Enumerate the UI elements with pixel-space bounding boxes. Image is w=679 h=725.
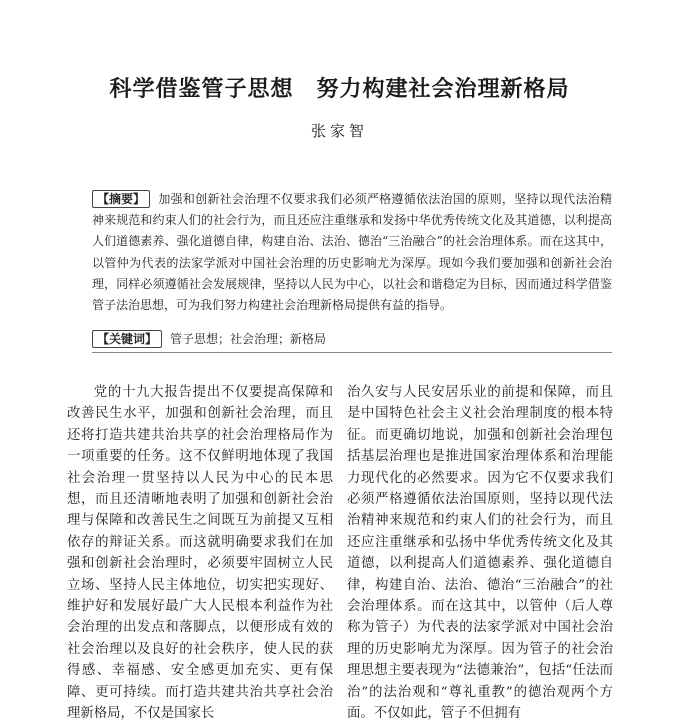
body-paragraph-left: 党的十九大报告提出不仅要提高保障和改善民生水平，加强和创新社会治理，而且还将打造共建共治共享的社会治理格局作为一项重要的任务。这不仅鲜明地体现了我国社会治理一贯坚持以人民为中心的民本思想，而且还清晰地表明了加强和创新社会治理与保障和改善民生之间既互为前提又互相依存的辩证关系。而这就明确要求我们在加强和创新社会治理时，必须要牢固树立人民立场、坚持人民主体地位，切实把实现好、维护好和发展好最广大人民根本利益作为社会治理的出发点和落脚点，以便形成有效的社会治理以及良好的社会秩序，使人民的获得感、幸福感、安全感更加充实、更有保障、更可持续。而打造共建共治共享社会治理新格局，不仅是国家长 xyxy=(67,385,333,722)
keywords-block xyxy=(92,329,612,349)
keywords-label-text: 关键词 xyxy=(109,332,146,346)
abstract-text: 加强和创新社会治理不仅要求我们必须严格遵循依法治国的原则，坚持以现代法治精神来规范和约束人们的社会行为，而且还应注重继承和发扬中华优秀传统文化及其道德，以利提高人们道德素养、强化道德自律，构建自治、法治、德治“三治融合”的社会治理体系。而在这其中，以管仲为代表的法家学派对中国社会治理的历史影响尤为深厚。现如今我们要加强和创新社会治理，同样必须遵循社会发展规律，坚持以人民为中心，以社会和谐稳定为目标，因而通过科学借鉴管子法治思想，可为我们努力构建社会治理新格局提供有益的指导。 xyxy=(92,192,612,313)
author-name: 张家智 xyxy=(310,122,368,140)
body-column-right xyxy=(347,382,613,725)
abstract-block xyxy=(92,189,612,316)
keywords-text: 管子思想；社会治理；新格局 xyxy=(170,332,327,346)
article-title: 科学借鉴管子思想 努力构建社会治理新格局 xyxy=(109,76,570,102)
abstract-label: 【摘要】 xyxy=(92,190,150,208)
body-column-left xyxy=(67,382,333,725)
abstract-label-text: 摘要 xyxy=(109,192,134,206)
body-paragraph-right: 治久安与人民安居乐业的前提和保障，而且是中国特色社会主义社会治理制度的根本特征。而更确切地说，加强和创新社会治理包括基层治理也是推进国家治理体系和治理能力现代化的必然要求。因为它不仅要求我们必须严格遵循依法治国原则，坚持以现代法治精神来规范和约束人们的社会行为，而且还应注重继承和弘扬中华优秀传统文化及其道德，以利提高人们道德素养、强化道德自律，构建自治、法治、德治“三治融合”的社会治理体系。而在这其中，以管仲（后人尊称为管子）为代表的法家学派对中国社会治理的历史影响尤为深厚。因为管子的社会治理思想主要表现为“法德兼治”，包括“任法而治”的法治观和“尊礼重教”的德治观两个方面。不仅如此，管子不但拥有 xyxy=(347,385,613,722)
keywords-divider xyxy=(92,352,612,353)
keywords-label: 【关键词】 xyxy=(92,330,162,348)
